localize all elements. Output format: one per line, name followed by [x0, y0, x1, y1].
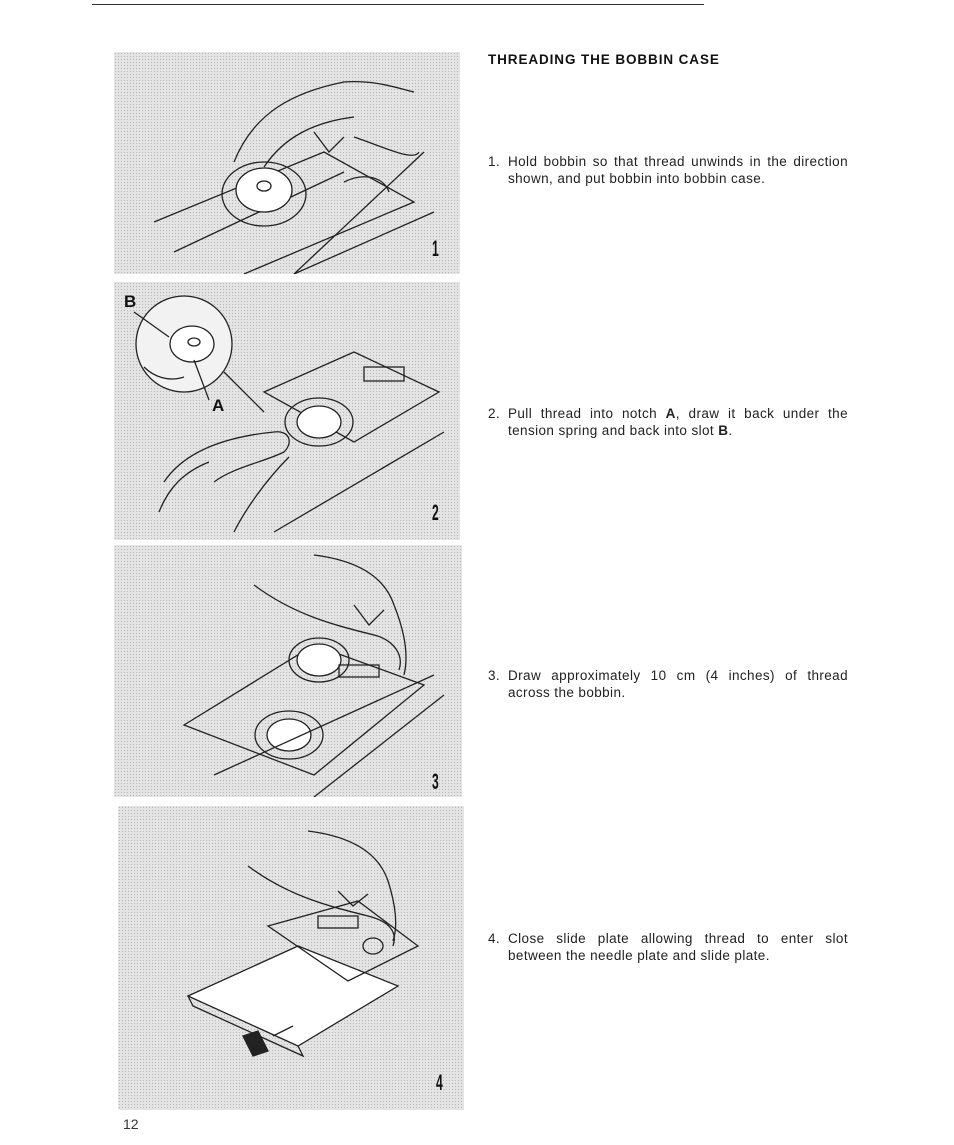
figure-1-number: 1 — [432, 236, 439, 261]
step-2-text-post: . — [728, 423, 733, 438]
step-4 — [488, 930, 848, 964]
figure-4-illustration — [118, 806, 464, 1110]
section-title: THREADING THE BOBBIN CASE — [488, 52, 720, 67]
figure-2-illustration — [114, 282, 460, 540]
step-2-slot-b: B — [718, 423, 729, 438]
figure-4-number: 4 — [436, 1070, 443, 1095]
step-4-text: Close slide plate allowing thread to enter slot between the needle plate and slide plate. — [508, 931, 848, 963]
page-number: 12 — [123, 1116, 139, 1132]
step-4-number: 4. — [488, 931, 501, 946]
figure-1-panel — [114, 52, 460, 274]
step-1-text: Hold bobbin so that thread unwinds in the direction shown, and put bobbin into bobbin case. — [508, 154, 848, 186]
step-2-number: 2. — [488, 406, 501, 421]
figure-3-illustration — [114, 545, 462, 797]
step-2-text — [508, 405, 848, 439]
figure-3-panel — [114, 545, 462, 797]
step-2-text-mid: , draw it back under the tension spring and back into slot — [508, 406, 848, 438]
step-2-text-pre: Pull thread into notch — [508, 406, 666, 421]
step-3 — [488, 667, 848, 701]
step-1 — [488, 153, 848, 187]
top-rule — [92, 4, 704, 5]
step-2-notch-a: A — [665, 406, 676, 421]
figure-2-number: 2 — [432, 500, 439, 525]
step-3-number: 3. — [488, 668, 501, 683]
step-3-text: Draw approximately 10 cm (4 inches) of thread across the bobbin. — [508, 668, 848, 700]
step-2 — [488, 405, 848, 439]
step-1-number: 1. — [488, 154, 501, 169]
figure-3-number: 3 — [432, 769, 439, 794]
callout-a: A — [212, 396, 225, 415]
figure-2-panel — [114, 282, 460, 540]
figure-4-panel — [118, 806, 464, 1110]
figure-1-illustration — [114, 52, 460, 274]
callout-b: B — [124, 292, 137, 311]
